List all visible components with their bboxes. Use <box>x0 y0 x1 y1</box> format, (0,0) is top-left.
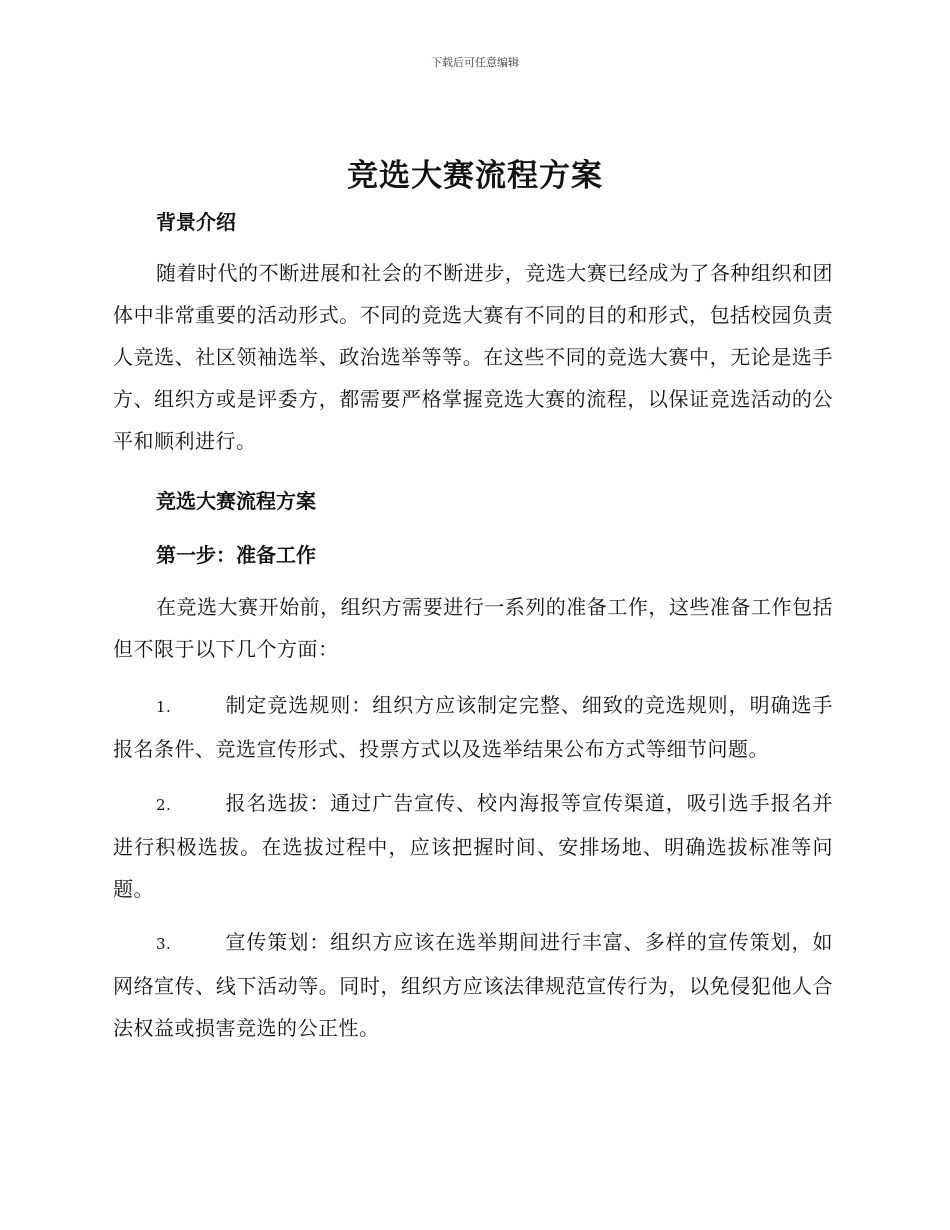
list-item-text: 宣传策划：组织方应该在选举期间进行丰富、多样的宣传策划，如网络宣传、线下活动等。同时，组织方应该法律规范宣传行为，以免侵犯他人合法权益或损害竞选的公正性。 <box>113 930 833 1040</box>
page-header-note: 下载后可任意编辑 <box>431 56 519 69</box>
list-item-2 <box>113 782 833 910</box>
section-heading-background: 背景介绍 <box>156 210 236 234</box>
list-item-number: 1. <box>156 698 172 716</box>
paragraph-step1-intro: 在竞选大赛开始前，组织方需要进行一系列的准备工作，这些准备工作包括但不限于以下几个方面： <box>113 595 833 661</box>
list-item-number: 3. <box>156 935 172 953</box>
section-heading-plan: 竞选大赛流程方案 <box>156 489 316 513</box>
list-item-text: 制定竞选规则：组织方应该制定完整、细致的竞选规则，明确选手报名条件、竞选宣传形式、投票方式以及选举结果公布方式等细节问题。 <box>113 693 833 761</box>
paragraph-background: 随着时代的不断进展和社会的不断进步，竞选大赛已经成为了各种组织和团体中非常重要的活动形式。不同的竞选大赛有不同的目的和形式，包括校园负责人竞选、社区领袖选举、政治选举等等。在这些不同的竞选大赛中，无论是选手方、组织方或是评委方，都需要严格掌握竞选大赛的流程，以保证竞选活动的公平和顺利进行。 <box>113 261 833 453</box>
document-title: 竞选大赛流程方案 <box>347 158 603 194</box>
list-item-3 <box>113 921 833 1049</box>
list-item-1 <box>113 684 833 770</box>
section-heading-step1: 第一步：准备工作 <box>156 543 316 567</box>
list-item-number: 2. <box>156 796 172 814</box>
list-item-text: 报名选拔：通过广告宣传、校内海报等宣传渠道，吸引选手报名并进行积极选拔。在选拔过程中，应该把握时间、安排场地、明确选拔标准等问题。 <box>113 791 833 901</box>
